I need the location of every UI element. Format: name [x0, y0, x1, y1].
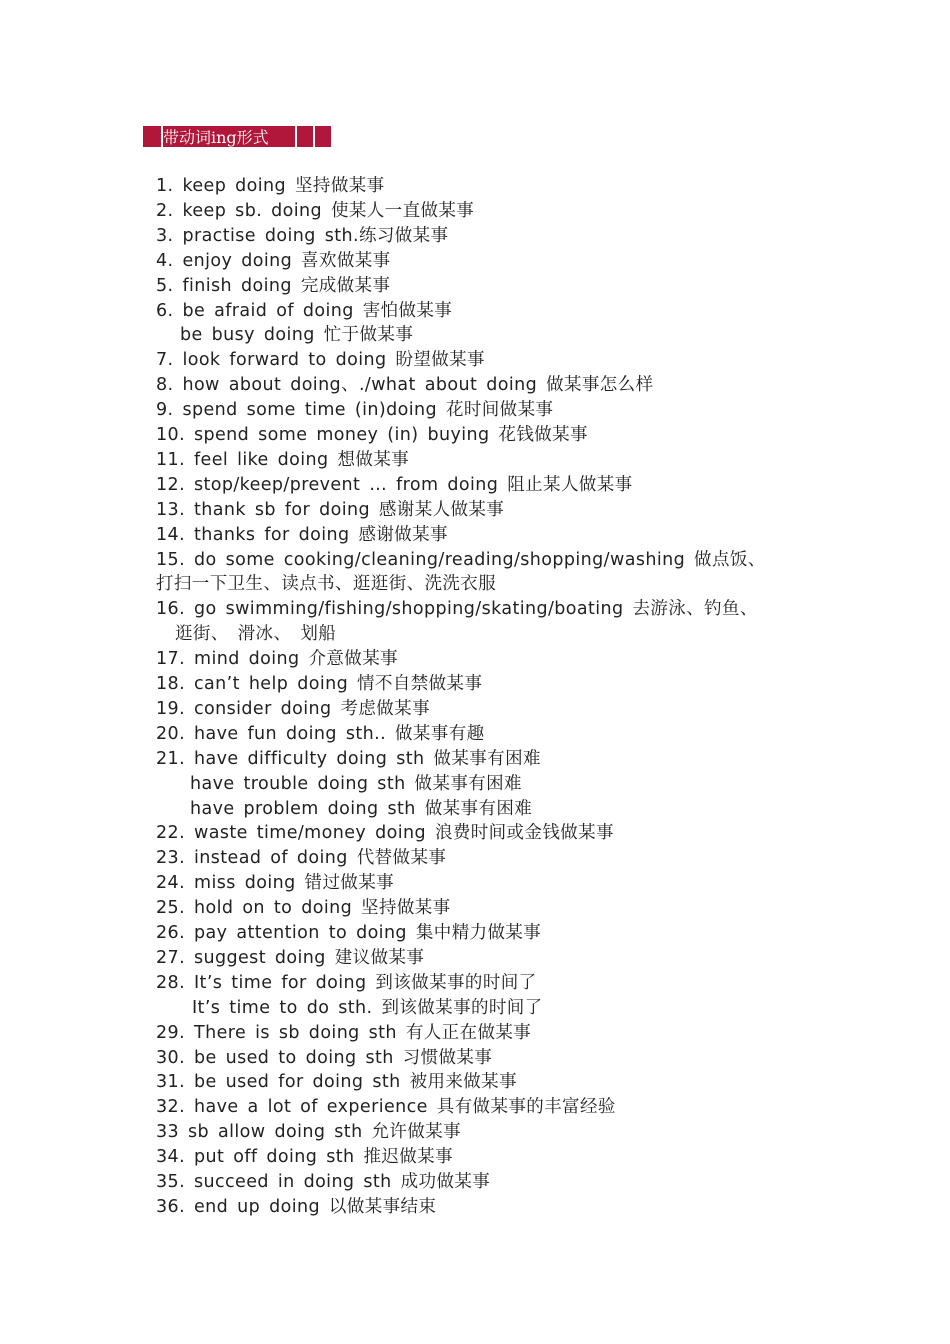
- list-item: 5. finish doing 完成做某事: [156, 275, 391, 296]
- list-item: 18. can’t help doing 情不自禁做某事: [156, 674, 483, 694]
- list-item: 3. practise doing sth.练习做某事: [156, 225, 449, 246]
- list-item: 33 sb allow doing sth 允许做某事: [156, 1122, 462, 1143]
- list-item: 16. go swimming/fishing/shopping/skating/boating 去游泳、钓鱼、: [156, 599, 758, 620]
- list-item: 30. be used to doing sth 习惯做某事: [156, 1047, 493, 1068]
- list-item: 22. waste time/money doing 浪费时间或金钱做某事: [156, 823, 614, 844]
- list-item: 2. keep sb. doing 使某人一直做某事: [156, 200, 475, 221]
- list-item: 28. It’s time for doing 到该做某事的时间了: [156, 972, 537, 993]
- list-item: 11. feel like doing 想做某事: [156, 449, 410, 470]
- heading-bar-divider: [295, 126, 297, 147]
- list-item: 25. hold on to doing 坚持做某事: [156, 898, 451, 919]
- list-item: 10. spend some money (in) buying 花钱做某事: [156, 425, 588, 445]
- list-item: 13. thank sb for doing 感谢某人做某事: [156, 499, 505, 520]
- section-heading: 带动词ing形式: [163, 128, 269, 147]
- list-item: 36. end up doing 以做某事结束: [156, 1196, 437, 1217]
- list-item: 9. spend some time (in)doing 花时间做某事: [156, 400, 554, 421]
- list-item: 23. instead of doing 代替做某事: [156, 848, 447, 869]
- list-item: 21. have difficulty doing sth 做某事有困难: [156, 748, 541, 769]
- list-item-continuation: have trouble doing sth 做某事有困难: [190, 773, 522, 794]
- list-item: 4. enjoy doing 喜欢做某事: [156, 250, 391, 271]
- list-item: 19. consider doing 考虑做某事: [156, 698, 430, 719]
- list-item: 1. keep doing 坚持做某事: [156, 176, 385, 196]
- list-item: 7. look forward to doing 盼望做某事: [156, 350, 485, 371]
- list-item-continuation: be busy doing 忙于做某事: [180, 325, 414, 346]
- list-item: 24. miss doing 错过做某事: [156, 873, 395, 894]
- list-item: 14. thanks for doing 感谢做某事: [156, 524, 448, 545]
- list-item-continuation: 打扫一下卫生、读点书、逛逛街、洗洗衣服: [156, 574, 497, 595]
- list-item-continuation: have problem doing sth 做某事有困难: [190, 798, 533, 819]
- list-item: 26. pay attention to doing 集中精力做某事: [156, 923, 542, 943]
- heading-bar-divider: [313, 126, 315, 147]
- list-item-continuation: 逛街、 滑冰、 划船: [175, 624, 337, 645]
- list-item: 29. There is sb doing sth 有人正在做某事: [156, 1022, 532, 1043]
- list-item: 35. succeed in doing sth 成功做某事: [156, 1172, 491, 1192]
- list-item: 17. mind doing 介意做某事: [156, 649, 399, 670]
- list-item: 8. how about doing、./what about doing 做某事怎么样: [156, 375, 654, 396]
- list-item: 31. be used for doing sth 被用来做某事: [156, 1072, 517, 1093]
- list-item: 20. have fun doing sth.. 做某事有趣: [156, 723, 485, 744]
- list-item-continuation: It’s time to do sth. 到该做某事的时间了: [192, 997, 543, 1018]
- list-item: 15. do some cooking/cleaning/reading/shopping/washing 做点饭、: [156, 549, 766, 570]
- list-item: 6. be afraid of doing 害怕做某事: [156, 300, 453, 321]
- list-item: 32. have a lot of experience 具有做某事的丰富经验: [156, 1097, 616, 1118]
- list-item: 27. suggest doing 建议做某事: [156, 947, 425, 968]
- list-item: 12. stop/keep/prevent … from doing 阻止某人做某事: [156, 474, 633, 495]
- list-item: 34. put off doing sth 推迟做某事: [156, 1147, 453, 1168]
